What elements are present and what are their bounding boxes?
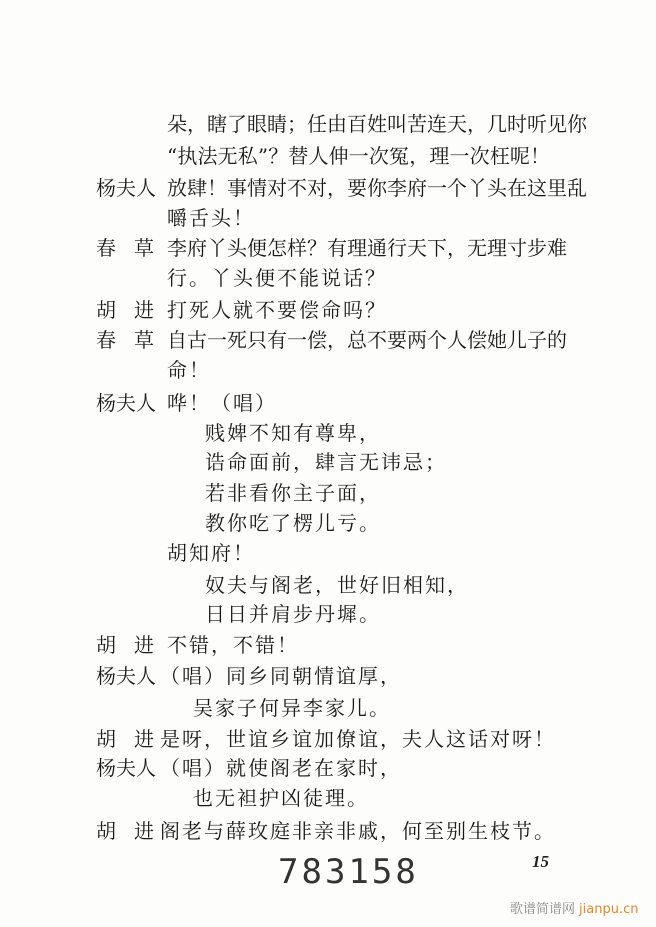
line-text: 哗！（唱） [167,391,277,415]
continuation-line [0,112,656,136]
continuation-line [0,541,656,565]
speaker-name: 春草 [96,236,154,260]
dialogue-line [0,756,656,780]
line-text: 阁老与薛玫庭非亲非戚，何至别生枝节。 [160,819,556,843]
speaker-name: 胡进 [96,298,154,322]
watermark [510,898,638,917]
line-text: （唱）同乡同朝情谊厚， [160,664,402,688]
catalog-stamp-number: 783158 [278,852,419,892]
line-text: 命！ [167,358,211,382]
line-text: 日日并肩步丹墀。 [205,602,381,626]
continuation-line [0,266,656,290]
speaker-name: 胡进 [96,727,154,751]
dialogue-line [0,236,656,260]
continuation-line [0,602,656,626]
dialogue-line [0,298,656,322]
speaker-name: 胡进 [96,819,154,843]
line-text: 吴家子何异李家儿。 [193,696,391,720]
speaker-name: 胡进 [96,633,154,657]
line-text: 嚼舌头！ [167,206,255,230]
continuation-line [0,481,656,505]
line-text: 若非看你主子面， [205,481,381,505]
line-text: 不错，不错！ [167,633,299,657]
line-text: 教你吃了楞儿亏。 [205,511,381,535]
speaker-name: 杨夫人 [96,756,156,780]
continuation-line [0,511,656,535]
continuation-line [0,206,656,230]
line-text: 是呀，世谊乡谊加僚谊，夫人这话对呀！ [160,727,556,751]
dialogue-line [0,176,656,200]
line-text: 奴夫与阁老，世好旧相知， [205,573,469,597]
dialogue-line [0,328,656,352]
line-text: （唱）就使阁老在家时， [160,756,402,780]
speaker-name: 杨夫人 [96,664,156,688]
speaker-name: 春草 [96,328,154,352]
line-text: 放肆！事情对不对，要你李府一个丫头在这里乱 [167,176,587,200]
line-text: “执法无私”？替人伸一次冤，理一次枉呢！ [167,144,550,168]
speaker-name: 杨夫人 [96,391,156,415]
speaker-name: 杨夫人 [96,176,156,200]
continuation-line [0,696,656,720]
watermark-domain: jianpu.cn [579,902,639,917]
dialogue-line [0,727,656,751]
line-text: 贱婢不知有尊卑， [205,421,381,445]
continuation-line [0,358,656,382]
line-text: 自古一死只有一偿，总不要两个人偿她儿子的 [167,328,567,352]
line-text: 打死人就不要偿命吗？ [167,298,387,322]
dialogue-line [0,391,656,415]
continuation-line [0,450,656,474]
continuation-line [0,573,656,597]
dialogue-line [0,664,656,688]
line-text: 诰命面前，肆言无讳忌； [205,450,447,474]
line-text: 也无袒护凶徒理。 [193,786,369,810]
line-text: 李府丫头便怎样？有理通行天下，无理寸步难 [167,236,567,260]
continuation-line [0,144,656,168]
dialogue-line [0,819,656,843]
continuation-line [0,421,656,445]
page-number: 15 [532,852,549,871]
continuation-line [0,786,656,810]
line-text: 胡知府！ [167,541,255,565]
line-text: 朵，瞎了眼睛；任由百姓叫苦连天，几时听见你 [167,112,587,136]
watermark-site: 歌谱简谱网 [510,902,576,917]
dialogue-line [0,633,656,657]
line-text: 行。丫头便不能说话？ [167,266,387,290]
